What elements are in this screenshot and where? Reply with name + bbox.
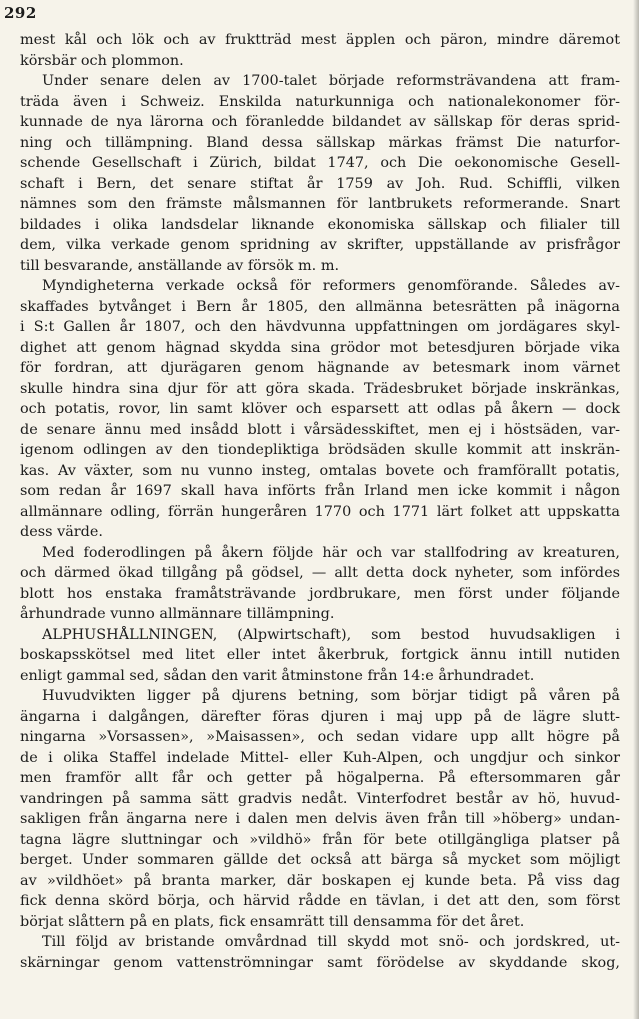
text-line: sakligen från ängarna nere i dalen men delvis även från till »höberg» undan- <box>20 811 620 827</box>
text-line: körsbär och plommon. <box>20 52 184 69</box>
text-line: dem, vilka verkade genom spridning av skrifter, uppställande av prisfrågor <box>20 237 620 253</box>
text-line: ningarna »Vorsassen», »Maisassen», och sedan vidare upp allt högre på <box>20 729 620 745</box>
text-line: ALPHUSHÅLLNINGEN, (Alpwirtschaft), som bestod huvudsakligen i <box>42 626 620 643</box>
text-line: blott hos enstaka framåtsträvande jordbrukare, men först under följande <box>20 585 620 602</box>
text-line: schende Gesellschaft i Zürich, bildat 1747, och Die oekonomische Gesell- <box>20 155 620 171</box>
text-line: kunnade de nya lärorna och föranledde bildandet av sällskap för deras sprid- <box>20 114 620 130</box>
text-line: för fordran, att djurägaren genom hägnande av betesmark inom värnet <box>20 360 620 376</box>
body-text <box>20 30 620 973</box>
text-line: börjat slåttern på en plats, fick ensamrätt till densamma för det året. <box>20 913 525 930</box>
text-line: boskapsskötsel med litet eller intet åkerbruk, fortgick ännu intill nutiden <box>20 647 620 663</box>
text-line: men framför allt får och getter på högalperna. På eftersommaren går <box>20 770 620 786</box>
text-line: som redan år 1697 skall hava införts från Irland men icke kommit i någon <box>20 483 620 499</box>
text-line: mest kål och lök och av fruktträd mest äpplen och päron, mindre däremot <box>20 32 620 48</box>
text-line: av »vildhöet» på branta marker, där boskapen ej kunde beta. På viss dag <box>20 872 620 889</box>
text-line: bildades i olika landsdelar liknande ekonomiska sällskap och filialer till <box>20 216 620 233</box>
text-line: skärningar genom vattenströmningar samt förödelse av skyddande skog, <box>20 954 620 971</box>
text-line: Under senare delen av 1700-talet började reformsträvandena att fram- <box>42 73 620 89</box>
text-line: skulle hindra sina djur för att göra skada. Trädesbruket började inskränkas, <box>20 380 620 397</box>
text-line: ängarna i dalgången, därefter föras djuren i maj upp på de lägre slutt- <box>20 708 620 725</box>
text-line: Med foderodlingen på åkern följde här och var stallfodring av kreaturen, <box>42 544 620 561</box>
text-line: enligt gammal sed, sådan den varit åtminstone från 14:e århundradet. <box>20 667 535 684</box>
text-line: och därmed ökad tillgång på gödsel, — allt detta dock nyheter, som infördes <box>20 565 620 581</box>
text-line: till besvarande, anställande av försök m. m. <box>20 257 340 274</box>
text-line: nämnes som den främste målsmannen för lantbrukets reformerande. Snart <box>20 196 620 212</box>
page-edge-shadow <box>633 0 639 1019</box>
text-line: allmännare odling, förrän hungeråren 1770 och 1771 lärt folket att uppskatta <box>20 503 620 520</box>
text-line: igenom odlingen av den tiondepliktiga brödsäden skulle kommit att inskrän- <box>20 442 620 458</box>
text-line: i S:t Gallen år 1807, och den hävdvunna uppfattningen om jordägares skyl- <box>20 319 620 335</box>
text-line: fick denna skörd börja, och härvid rådde en tävlan, i det att den, som först <box>20 893 620 909</box>
text-line: dighet att genom hägnad skydda sina grödor mot betesdjuren började vika <box>20 339 620 356</box>
text-line: de i olika Staffel indelade Mittel- eller Kuh-Alpen, och ungdjur och sinkor <box>20 749 620 766</box>
text-line: skaffades bytvånget i Bern år 1805, den allmänna betesrätten på inägorna <box>20 298 620 315</box>
text-line: kas. Av växter, som nu vunno insteg, omtalas bovete och framförallt potatis, <box>20 462 620 479</box>
text-line: ning och tillämpning. Bland dessa sällskap märkas främst Die naturfor- <box>20 134 620 151</box>
text-line: schaft i Bern, det senare stiftat år 1759 av Joh. Rud. Schiffli, vilken <box>20 175 620 192</box>
text-line: Myndigheterna verkade också för reformers genomförande. Således av- <box>42 278 620 294</box>
text-line: tagna lägre sluttningar och »vildhö» från för bete otillgängliga platser på <box>20 831 620 848</box>
text-line: berget. Under sommaren gällde det också att bärga så mycket som möjligt <box>20 852 620 868</box>
text-line: Huvudvikten ligger på djurens betning, som börjar tidigt på våren på <box>42 688 620 704</box>
page-number: 292 <box>4 4 37 22</box>
text-line: de senare ännu med insådd blott i vårsädesskiftet, men ej i höstsäden, var- <box>20 421 620 438</box>
text-line: träda även i Schweiz. Enskilda naturkunniga och nationalekonomer för- <box>20 93 620 110</box>
text-line: vandringen på samma sätt gradvis nedåt. Vinterfodret består av hö, huvud- <box>20 790 620 807</box>
text-line: Till följd av bristande omvårdnad till skydd mot snö- och jordskred, ut- <box>42 934 620 950</box>
text-line: dess värde. <box>20 524 103 540</box>
text-line: århundrade vunno allmännare tillämpning. <box>20 606 335 622</box>
text-line: och potatis, rovor, lin samt klöver och esparsett att odlas på åkern — dock <box>20 401 620 417</box>
